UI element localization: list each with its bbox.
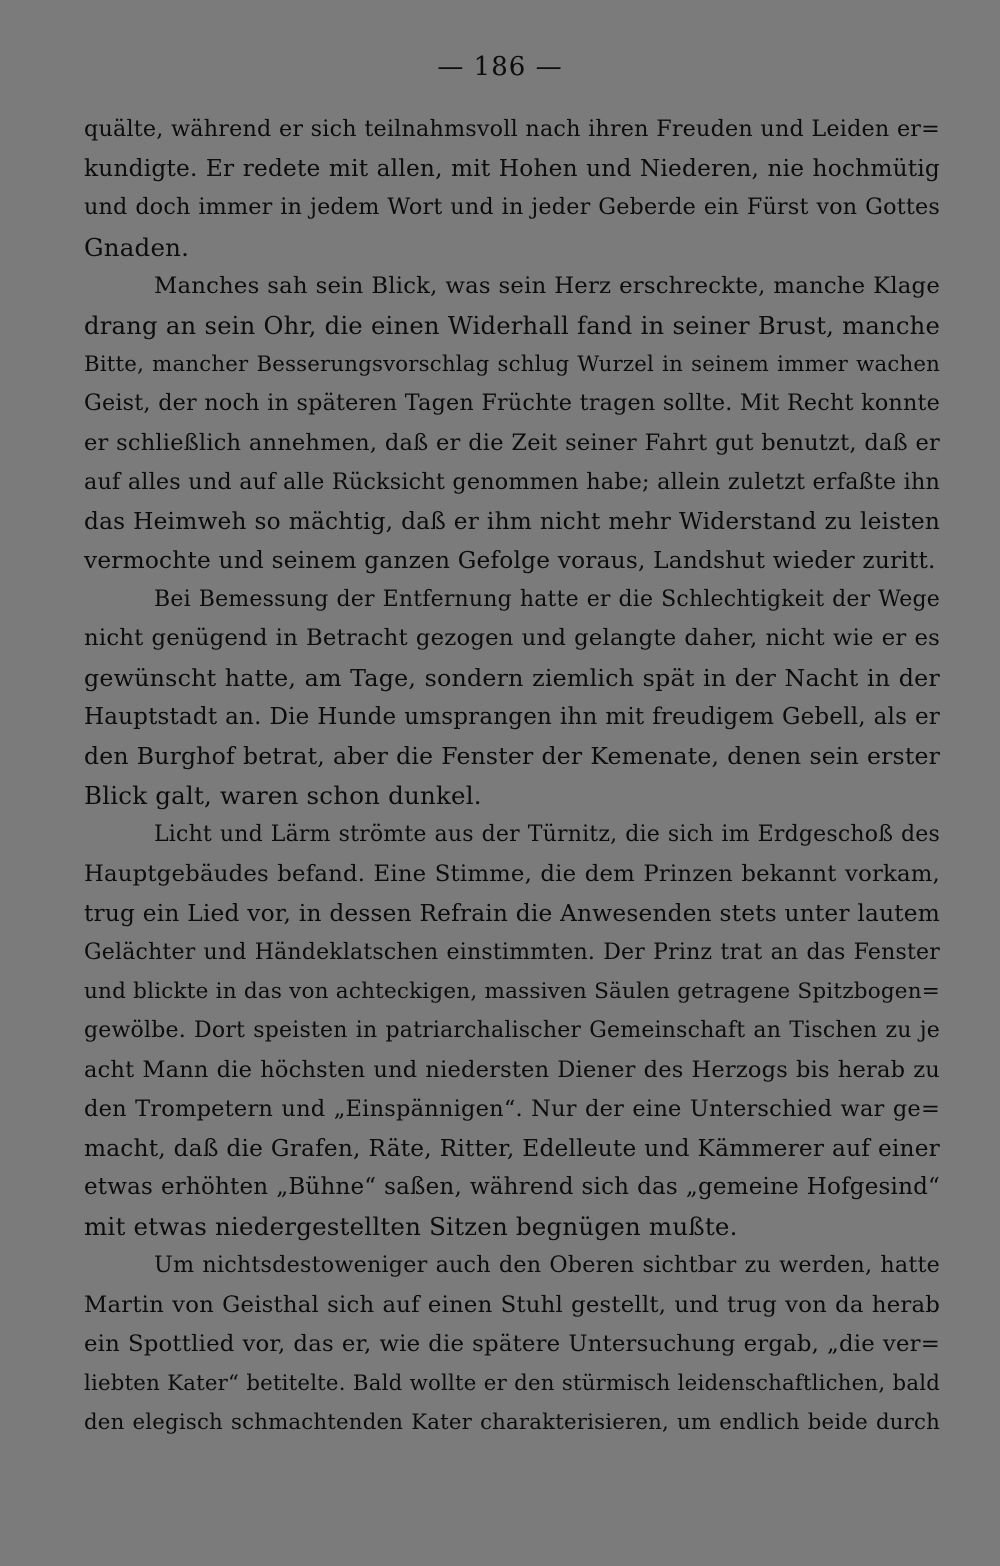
text-line: acht Mann die höchsten und niedersten Diener des Herzogs bis herab zu xyxy=(84,1056,940,1083)
text-line: liebten Kater“ betitelte. Bald wollte er den stürmisch leidenschaftlichen, bald xyxy=(84,1371,940,1396)
text-line: Martin von Geisthal sich auf einen Stuhl gestellt, und trug von da herab xyxy=(84,1291,940,1318)
body-text xyxy=(84,110,940,1442)
text-line: Bitte, mancher Besserungsvorschlag schlug Wurzel in seinem immer wachen xyxy=(84,352,940,378)
text-line: ein Spottlied vor, das er, wie die spätere Untersuchung ergab, „die ver= xyxy=(84,1330,940,1357)
text-line: Blick galt, waren schon dunkel. xyxy=(84,781,482,811)
text-line: und doch immer in jedem Wort und in jeder Geberde ein Fürst von Gottes xyxy=(84,194,940,221)
text-line: Gnaden. xyxy=(84,232,190,262)
text-line: auf alles und auf alle Rücksicht genommen habe; allein zuletzt erfaßte ihn xyxy=(84,468,940,495)
text-line: er schließlich annehmen, daß er die Zeit seiner Fahrt gut benutzt, daß er xyxy=(84,429,940,456)
text-line: den Burghof betrat, aber die Fenster der Kemenate, denen sein erster xyxy=(84,742,940,770)
text-line: den elegisch schmachtenden Kater charakterisieren, um endlich beide durch xyxy=(84,1410,940,1436)
paragraph-first-line: Manches sah sein Blick, was sein Herz erschreckte, manche Klage xyxy=(154,272,940,299)
text-line: gewölbe. Dort speisten in patriarchalischer Gemeinschaft an Tischen zu je xyxy=(84,1018,940,1044)
text-line: quälte, während er sich teilnahmsvoll nach ihren Freuden und Leiden er= xyxy=(84,116,940,142)
paragraph-first-line: Bei Bemessung der Entfernung hatte er die Schlechtigkeit der Wege xyxy=(154,587,940,613)
text-line: nicht genügend in Betracht gezogen und gelangte daher, nicht wie er es xyxy=(84,625,940,652)
text-line: macht, daß die Grafen, Räte, Ritter, Edelleute und Kämmerer auf einer xyxy=(84,1134,940,1162)
text-line: gewünscht hatte, am Tage, sondern ziemlich spät in der Nacht in der xyxy=(84,663,940,692)
text-line: trug ein Lied vor, in dessen Refrain die Anwesenden stets unter lautem xyxy=(84,899,940,927)
page-number: — 186 — xyxy=(437,52,563,82)
text-line: Gelächter und Händeklatschen einstimmten. Der Prinz trat an das Fenster xyxy=(84,939,940,965)
text-line: Hauptstadt an. Die Hunde umsprangen ihn mit freudigem Gebell, als er xyxy=(84,703,940,730)
text-line: vermochte und seinem ganzen Gefolge voraus, Landshut wieder zuritt. xyxy=(84,547,936,575)
text-line: Hauptgebäudes befand. Eine Stimme, die dem Prinzen bekannt vorkam, xyxy=(84,860,940,887)
text-line: kundigte. Er redete mit allen, mit Hohen und Niederen, nie hochmütig xyxy=(84,155,940,183)
text-line: etwas erhöhten „Bühne“ saßen, während sich das „gemeine Hofgesind“ xyxy=(84,1174,940,1201)
text-line: das Heimweh so mächtig, daß er ihm nicht mehr Widerstand zu leisten xyxy=(84,507,940,535)
paragraph-first-line: Um nichtsdestoweniger auch den Oberen sichtbar zu werden, hatte xyxy=(154,1252,940,1279)
text-line: drang an sein Ohr, die einen Widerhall fand in seiner Brust, manche xyxy=(84,310,940,340)
text-line: mit etwas niedergestellten Sitzen begnügen mußte. xyxy=(84,1212,738,1242)
text-line: Geist, der noch in späteren Tagen Früchte tragen sollte. Mit Recht konnte xyxy=(84,390,940,417)
paragraph-first-line: Licht und Lärm strömte aus der Türnitz, die sich im Erdgeschoß des xyxy=(154,822,940,848)
text-line: und blickte in das von achteckigen, massiven Säulen getragene Spitzbogen= xyxy=(84,979,940,1005)
text-line: den Trompetern und „Einspännigen“. Nur der eine Unterschied war ge= xyxy=(84,1095,940,1122)
